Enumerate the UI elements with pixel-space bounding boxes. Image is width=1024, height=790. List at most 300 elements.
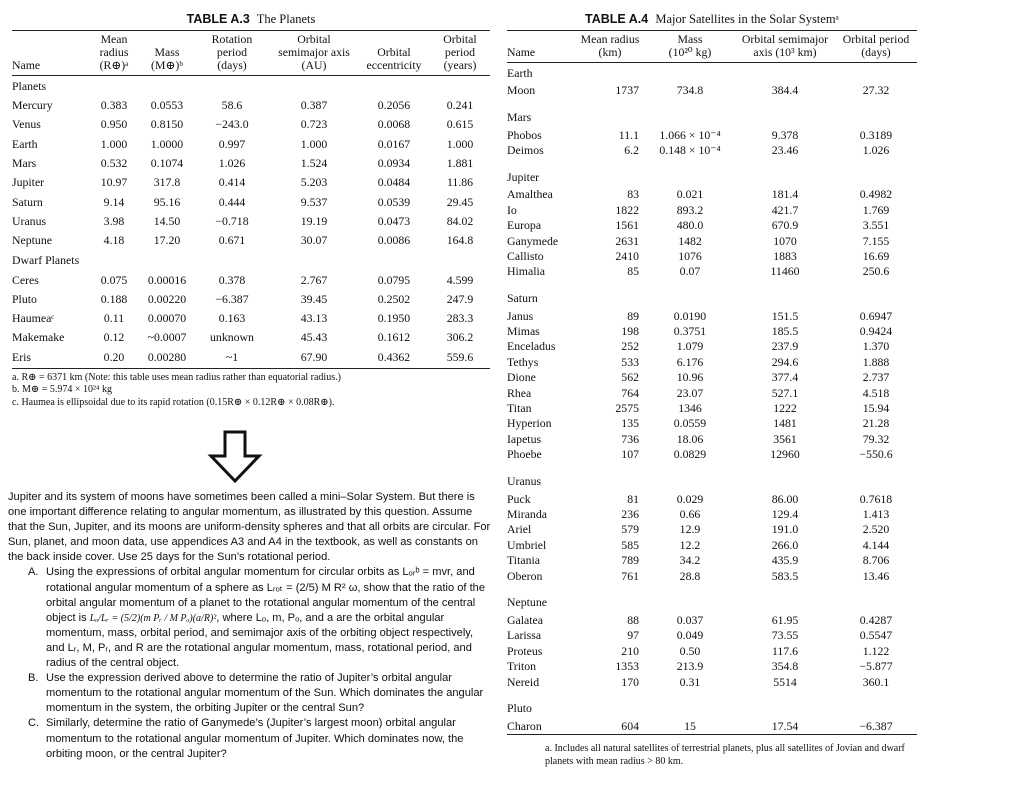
table-row (507, 370, 917, 385)
table-row (12, 290, 490, 309)
col-header-period: Orbital period (days) (842, 32, 910, 59)
mass-cell: 12.2 (679, 537, 701, 552)
rotation-cell: −243.0 (215, 117, 249, 132)
radius-cell: 0.532 (100, 156, 128, 171)
down-arrow-icon (207, 430, 263, 484)
table-row (507, 447, 917, 462)
period-cell: 1.000 (446, 136, 474, 151)
radius-cell: 1822 (615, 202, 639, 217)
radius-cell: 0.12 (103, 330, 125, 345)
semimajor-cell: 23.46 (771, 142, 799, 157)
col-header-semimajor: Orbital semimajor axis (AU) (278, 32, 350, 72)
part-c-text: Similarly, determine the ratio of Ganymede’s (Jupiter’s largest moon) orbital angular momentum to the rotational angular momentum of Jupiter. Which dominates now, the orbiting moon, or the central Jupiter? (46, 717, 464, 760)
semimajor-cell: 67.90 (270, 348, 358, 369)
semimajor-cell: 86.00 (771, 491, 799, 506)
mass-cell: 0.021 (676, 187, 704, 202)
group-header-row (507, 289, 917, 309)
group-header-row (12, 76, 490, 97)
semimajor-cell: 5514 (773, 674, 797, 689)
mass-cell: 0.50 (679, 643, 701, 658)
name-cell: Rhea (507, 385, 532, 400)
name-cell: Phobos (507, 127, 542, 142)
mass-cell: 0.148 × 10⁻⁴ (659, 142, 721, 157)
period-cell: 4.518 (862, 385, 890, 400)
question-intro: Jupiter and its system of moons have sometimes been called a mini–Solar System. But there is one important difference relating to angular momentum, as illustrated by this question. Assume that the Sun, Jupiter, and its moons are uniform-density spheres and that all orbits are circular. For Sun, planet, and moon data, use appendices A3 and A4 in the textbook, as well as constants on the back inside cover. Use 25 days for the Sun’s rotational period. (8, 491, 491, 564)
period-cell: 79.32 (862, 431, 890, 446)
table-row (507, 416, 917, 431)
semimajor-cell: 39.45 (300, 291, 328, 306)
mass-cell: 14.50 (153, 213, 181, 228)
semimajor-cell: 30.07 (300, 233, 328, 248)
table-row (12, 96, 490, 115)
mass-cell: 10.96 (676, 370, 704, 385)
table-row (507, 401, 917, 416)
semimajor-cell: 185.5 (771, 324, 799, 339)
period-cell: 8.706 (862, 553, 890, 568)
semimajor-cell: 1.524 (300, 156, 328, 171)
mass-cell: 480.0 (676, 218, 704, 233)
group-label: Uranus (507, 473, 542, 488)
period-cell: 0.241 (446, 98, 474, 113)
col-header-mass: Mass (10²⁰ kg) (668, 32, 712, 59)
group-label: Planets (12, 78, 47, 93)
table-row (12, 270, 490, 289)
col-header-mass: Mass (M⊕)ᵇ (151, 45, 183, 72)
group-header-row (507, 107, 917, 127)
semimajor-cell: 1222 (773, 401, 797, 416)
eccentricity-cell: 0.0484 (377, 175, 411, 190)
period-cell: −550.6 (859, 447, 893, 462)
name-cell: Jupiter (12, 175, 45, 190)
name-cell: Hyperion (507, 416, 552, 431)
name-cell: Mercury (12, 98, 53, 113)
radius-cell: 0.20 (88, 348, 140, 369)
col-header-semimajor: Orbital semimajor axis (10³ km) (741, 32, 829, 59)
name-cell: Europa (507, 218, 542, 233)
name-cell: Larissa (507, 628, 542, 643)
group-spacer (507, 462, 917, 471)
eccentricity-cell: 0.2502 (377, 291, 411, 306)
name-cell: Dione (507, 370, 536, 385)
radius-cell: 0.383 (100, 98, 128, 113)
name-cell: Janus (507, 308, 534, 323)
name-cell: Charon (507, 719, 575, 735)
table-row (12, 212, 490, 231)
radius-cell: 81 (627, 491, 639, 506)
table-row (507, 719, 917, 735)
name-cell: Enceladus (507, 339, 556, 354)
name-cell: Earth (12, 136, 38, 151)
table-a4 (507, 8, 917, 768)
table-row (507, 324, 917, 339)
radius-cell: 89 (627, 308, 639, 323)
mass-cell: 6.176 (676, 354, 704, 369)
table-a3-note: a. R⊕ = 6371 km (Note: this table uses mean radius rather than equatorial radius.) (12, 371, 341, 383)
table-row (507, 568, 917, 583)
name-cell: Iapetus (507, 431, 542, 446)
mass-cell: 0.00016 (147, 272, 187, 287)
semimajor-cell: 1.000 (300, 136, 328, 151)
rotation-cell: 0.414 (218, 175, 246, 190)
table-row (507, 522, 917, 537)
table-a3-body (12, 76, 490, 369)
period-cell: 247.9 (446, 291, 474, 306)
mass-cell: 0.0553 (150, 98, 184, 113)
period-cell: 11.86 (446, 175, 474, 190)
mass-cell: 0.8150 (150, 117, 184, 132)
part-a-text-2: , where Lₒ, m, Pₒ, and a are the orbital angular momentum, mass, orbital period, and semimajor axis of the orbiting object respectively, and Lᵣ, M, Pᵣ, and R are the rotational angular momentum, mass, rotational period, and radius of the central object. (46, 611, 474, 670)
semimajor-cell: 237.9 (771, 339, 799, 354)
table-row (507, 218, 917, 233)
group-label: Saturn (507, 291, 538, 306)
table-a3-note: c. Haumea is ellipsoidal due to its rapid rotation (0.15R⊕ × 0.12R⊕ × 0.08R⊕). (12, 396, 335, 408)
group-label: Pluto (507, 701, 532, 716)
table-a4-caption-label: TABLE A.4 (585, 12, 649, 26)
rotation-cell: ~1 (194, 348, 270, 369)
mass-cell: 15 (645, 719, 735, 735)
name-cell: Haumeaᶜ (12, 311, 55, 326)
period-cell: 1.888 (862, 354, 890, 369)
question-text (8, 490, 492, 762)
period-cell: 0.9424 (859, 324, 893, 339)
table-row (12, 135, 490, 154)
table-a4-caption (507, 8, 917, 30)
group-spacer (507, 584, 917, 593)
radius-cell: 1353 (615, 659, 639, 674)
eccentricity-cell: 0.0539 (377, 194, 411, 209)
semimajor-cell: 1070 (773, 233, 797, 248)
table-a4-body (507, 63, 917, 735)
period-cell: 0.3189 (859, 127, 893, 142)
eccentricity-cell: 0.0934 (377, 156, 411, 171)
table-a3-note: b. M⊕ = 5.974 × 10²⁴ kg (12, 384, 113, 396)
table-row (12, 192, 490, 211)
radius-cell: 83 (627, 187, 639, 202)
period-cell: 1.881 (446, 156, 474, 171)
question-part-a (8, 565, 492, 671)
group-header-row (507, 63, 917, 84)
semimajor-cell: 435.9 (771, 553, 799, 568)
rotation-cell: −0.718 (215, 213, 249, 228)
mass-cell: 0.3751 (673, 324, 707, 339)
radius-cell: 88 (627, 612, 639, 627)
mass-cell: 1076 (678, 248, 702, 263)
eccentricity-cell: 0.0473 (377, 213, 411, 228)
group-header-row (507, 167, 917, 187)
col-header-name: Name (12, 58, 41, 72)
period-cell: 0.4287 (859, 612, 893, 627)
period-cell: 0.615 (446, 117, 474, 132)
eccentricity-cell: 0.1950 (377, 311, 411, 326)
table-row (507, 233, 917, 248)
radius-cell: 210 (621, 643, 639, 658)
mass-cell: 1.0000 (150, 136, 184, 151)
name-cell: Eris (12, 348, 88, 369)
period-cell: −5.877 (859, 659, 893, 674)
semimajor-cell: 583.5 (771, 568, 799, 583)
mass-cell: 0.31 (679, 674, 701, 689)
period-cell: 1.122 (862, 643, 890, 658)
radius-cell: 764 (621, 385, 639, 400)
name-cell: Deimos (507, 142, 544, 157)
name-cell: Miranda (507, 507, 547, 521)
table-row (507, 613, 917, 628)
table-row (507, 659, 917, 674)
table-row (507, 187, 917, 202)
table-row (507, 432, 917, 447)
mass-cell: 317.8 (153, 175, 181, 190)
period-cell: 1.370 (862, 339, 890, 354)
name-cell: Nereid (507, 674, 540, 689)
group-header-row (507, 471, 917, 491)
name-cell: Venus (12, 117, 41, 132)
group-spacer (507, 98, 917, 107)
rotation-cell: 0.997 (218, 136, 246, 151)
eccentricity-cell: 0.1612 (377, 330, 411, 345)
rotation-cell: 0.163 (218, 311, 246, 326)
semimajor-cell: 377.4 (771, 370, 799, 385)
mass-cell: 0.00280 (140, 348, 194, 369)
period-cell: 4.599 (446, 272, 474, 287)
name-cell: Saturn (12, 194, 43, 209)
group-spacer (507, 158, 917, 167)
question-part-b (8, 671, 492, 716)
rotation-cell: 0.378 (218, 272, 246, 287)
name-cell: Proteus (507, 643, 543, 658)
semimajor-cell: 73.55 (771, 628, 799, 643)
name-cell: Ceres (12, 272, 39, 287)
period-cell: 13.46 (862, 568, 890, 583)
mass-cell: 213.9 (676, 659, 704, 674)
col-header-rotation: Rotation period (days) (211, 32, 253, 72)
period-cell: 0.5547 (859, 628, 893, 643)
semimajor-cell: 19.19 (300, 213, 328, 228)
radius-cell: 9.14 (103, 194, 125, 209)
mass-cell: 17.20 (153, 233, 181, 248)
mass-cell: 1346 (678, 401, 702, 416)
radius-cell: 236 (621, 507, 639, 521)
radius-cell: 135 (621, 416, 639, 431)
radius-cell: 97 (627, 628, 639, 643)
radius-cell: 11.1 (618, 127, 639, 142)
period-cell: −6.387 (835, 719, 917, 735)
table-row (507, 309, 917, 324)
semimajor-cell: 527.1 (771, 385, 799, 400)
semimajor-cell: 151.5 (771, 308, 799, 323)
table-row (12, 231, 490, 250)
table-row (507, 127, 917, 142)
table-a3-caption-title: The Planets (256, 12, 316, 26)
semimajor-cell: 1481 (773, 416, 797, 431)
table-a4-grid (507, 31, 917, 735)
radius-cell: 761 (621, 568, 639, 583)
table-row (507, 355, 917, 370)
radius-cell: 604 (575, 719, 645, 735)
mass-cell: 0.66 (679, 507, 701, 521)
name-cell: Amalthea (507, 187, 553, 202)
table-row (507, 553, 917, 568)
mass-cell: 0.00070 (147, 311, 187, 326)
period-cell: 29.45 (446, 194, 474, 209)
table-row (507, 644, 917, 659)
mass-cell: 734.8 (676, 83, 704, 98)
semimajor-cell: 17.54 (735, 719, 835, 735)
semimajor-cell: 670.9 (771, 218, 799, 233)
period-cell: 21.28 (862, 416, 890, 431)
period-cell: 27.32 (862, 83, 890, 98)
radius-cell: 1561 (615, 218, 639, 233)
period-cell: 16.69 (862, 248, 890, 263)
name-cell: Mars (12, 156, 37, 171)
semimajor-cell: 2.767 (300, 272, 328, 287)
part-b-label: B. (28, 672, 39, 685)
name-cell: Mimas (507, 324, 540, 339)
semimajor-cell: 9.537 (300, 194, 328, 209)
group-label: Mars (507, 109, 532, 124)
period-cell: 4.144 (862, 537, 890, 552)
mass-cell: 1.079 (676, 339, 704, 354)
eccentricity-cell: 0.0086 (377, 233, 411, 248)
table-row (507, 83, 917, 98)
mass-cell: 23.07 (676, 385, 704, 400)
semimajor-cell: 12960 (770, 447, 800, 462)
period-cell: 1.769 (862, 202, 890, 217)
table-row (507, 264, 917, 279)
table-row (507, 538, 917, 553)
rotation-cell: unknown (210, 330, 254, 345)
name-cell: Puck (507, 491, 531, 506)
semimajor-cell: 11460 (770, 264, 800, 279)
mass-cell: 12.9 (679, 522, 701, 537)
period-cell: 1.026 (862, 142, 890, 157)
radius-cell: 2631 (615, 233, 639, 248)
name-cell: Titan (507, 401, 532, 416)
semimajor-cell: 384.4 (771, 83, 799, 98)
col-header-eccentricity: Orbital eccentricity (366, 45, 422, 72)
semimajor-cell: 421.7 (771, 202, 799, 217)
angular-momentum-ratio-formula: Lₒ/Lᵣ = (5/2)(m Pᵣ / M Pₒ)(a/R)² (89, 612, 217, 624)
table-a4-caption-title: Major Satellites in the Solar Systemᵃ (655, 12, 839, 26)
table-a3-caption-label: TABLE A.3 (186, 12, 250, 26)
semimajor-cell: 0.723 (300, 117, 328, 132)
name-cell: Uranus (12, 213, 47, 228)
mass-cell: 0.029 (676, 491, 704, 506)
period-cell: 360.1 (862, 674, 890, 689)
radius-cell: 10.97 (100, 175, 128, 190)
semimajor-cell: 1883 (773, 248, 797, 263)
radius-cell: 107 (621, 447, 639, 462)
radius-cell: 1.000 (100, 136, 128, 151)
mass-cell: 893.2 (676, 202, 704, 217)
table-row (12, 154, 490, 173)
table-a4-notes (507, 743, 917, 768)
semimajor-cell: 61.95 (771, 612, 799, 627)
group-label: Neptune (507, 595, 547, 610)
col-header-radius: Mean radius (km) (580, 32, 640, 59)
radius-cell: 170 (621, 674, 639, 689)
mass-cell: 1482 (678, 233, 702, 248)
radius-cell: 6.2 (624, 142, 639, 157)
mass-cell: 0.0559 (673, 416, 707, 431)
semimajor-cell: 5.203 (300, 175, 328, 190)
table-row (507, 507, 917, 522)
part-c-label: C. (28, 717, 40, 730)
table-a3-caption (12, 8, 490, 30)
name-cell: Phoebe (507, 447, 542, 462)
semimajor-cell: 191.0 (771, 522, 799, 537)
period-cell: 2.520 (862, 522, 890, 537)
table-row (12, 173, 490, 192)
period-cell: 306.2 (446, 330, 474, 345)
name-cell: Umbriel (507, 537, 547, 552)
radius-cell: 579 (621, 522, 639, 537)
period-cell: 164.8 (446, 233, 474, 248)
semimajor-cell: 9.378 (771, 127, 799, 142)
semimajor-cell: 45.43 (300, 330, 328, 345)
table-row (12, 115, 490, 134)
radius-cell: 533 (621, 354, 639, 369)
name-cell: Callisto (507, 248, 544, 263)
period-cell: 283.3 (446, 311, 474, 326)
radius-cell: 789 (621, 553, 639, 568)
table-row (12, 328, 490, 347)
rotation-cell: 1.026 (218, 156, 246, 171)
period-cell: 0.4982 (859, 187, 893, 202)
semimajor-cell: 3561 (773, 431, 797, 446)
radius-cell: 3.98 (103, 213, 125, 228)
col-header-name: Name (507, 45, 536, 59)
period-cell: 0.7618 (859, 491, 893, 506)
group-label: Dwarf Planets (12, 252, 80, 267)
radius-cell: 0.950 (100, 117, 128, 132)
radius-cell: 4.18 (103, 233, 125, 248)
table-row (507, 143, 917, 158)
radius-cell: 198 (621, 324, 639, 339)
period-cell: 0.6947 (859, 308, 893, 323)
group-header-row (507, 699, 917, 719)
semimajor-cell: 181.4 (771, 187, 799, 202)
radius-cell: 0.075 (100, 272, 128, 287)
table-a3-header-row (12, 31, 490, 76)
semimajor-cell: 0.387 (300, 98, 328, 113)
name-cell: Triton (507, 659, 537, 674)
mass-cell: 34.2 (679, 553, 701, 568)
part-a-text-1: Using the expressions of orbital angular momentum for circular orbits as Lₒᵣᵇ = mvr, and rotational angular momentum of a sphere as Lᵣₒₜ = (2/5) M R² ω, show that the ratio of the orbital angular momentum of a planet to the rotational angular momentum of the central object is (46, 566, 486, 624)
rotation-cell: 58.6 (221, 98, 243, 113)
table-row (507, 491, 917, 506)
rotation-cell: −6.387 (215, 291, 249, 306)
group-label: Jupiter (507, 169, 540, 184)
mass-cell: ~0.0007 (147, 330, 187, 345)
period-cell: 7.155 (862, 233, 890, 248)
group-spacer (507, 690, 917, 699)
name-cell: Galatea (507, 612, 544, 627)
name-cell: Neptune (12, 233, 52, 248)
period-cell: 1.413 (862, 507, 890, 521)
table-a4-note: a. Includes all natural satellites of terrestrial planets, plus all satellites of Jovian and dwarf planets with mean radius > 80 km. (545, 743, 905, 767)
eccentricity-cell: 0.2056 (377, 98, 411, 113)
period-cell: 2.737 (862, 370, 890, 385)
group-spacer (507, 280, 917, 289)
period-cell: 3.551 (862, 218, 890, 233)
mass-cell: 0.0190 (673, 308, 707, 323)
eccentricity-cell: 0.0068 (377, 117, 411, 132)
radius-cell: 2410 (615, 248, 639, 263)
semimajor-cell: 129.4 (771, 507, 799, 521)
rotation-cell: 0.671 (218, 233, 246, 248)
mass-cell: 28.8 (679, 568, 701, 583)
radius-cell: 562 (621, 370, 639, 385)
